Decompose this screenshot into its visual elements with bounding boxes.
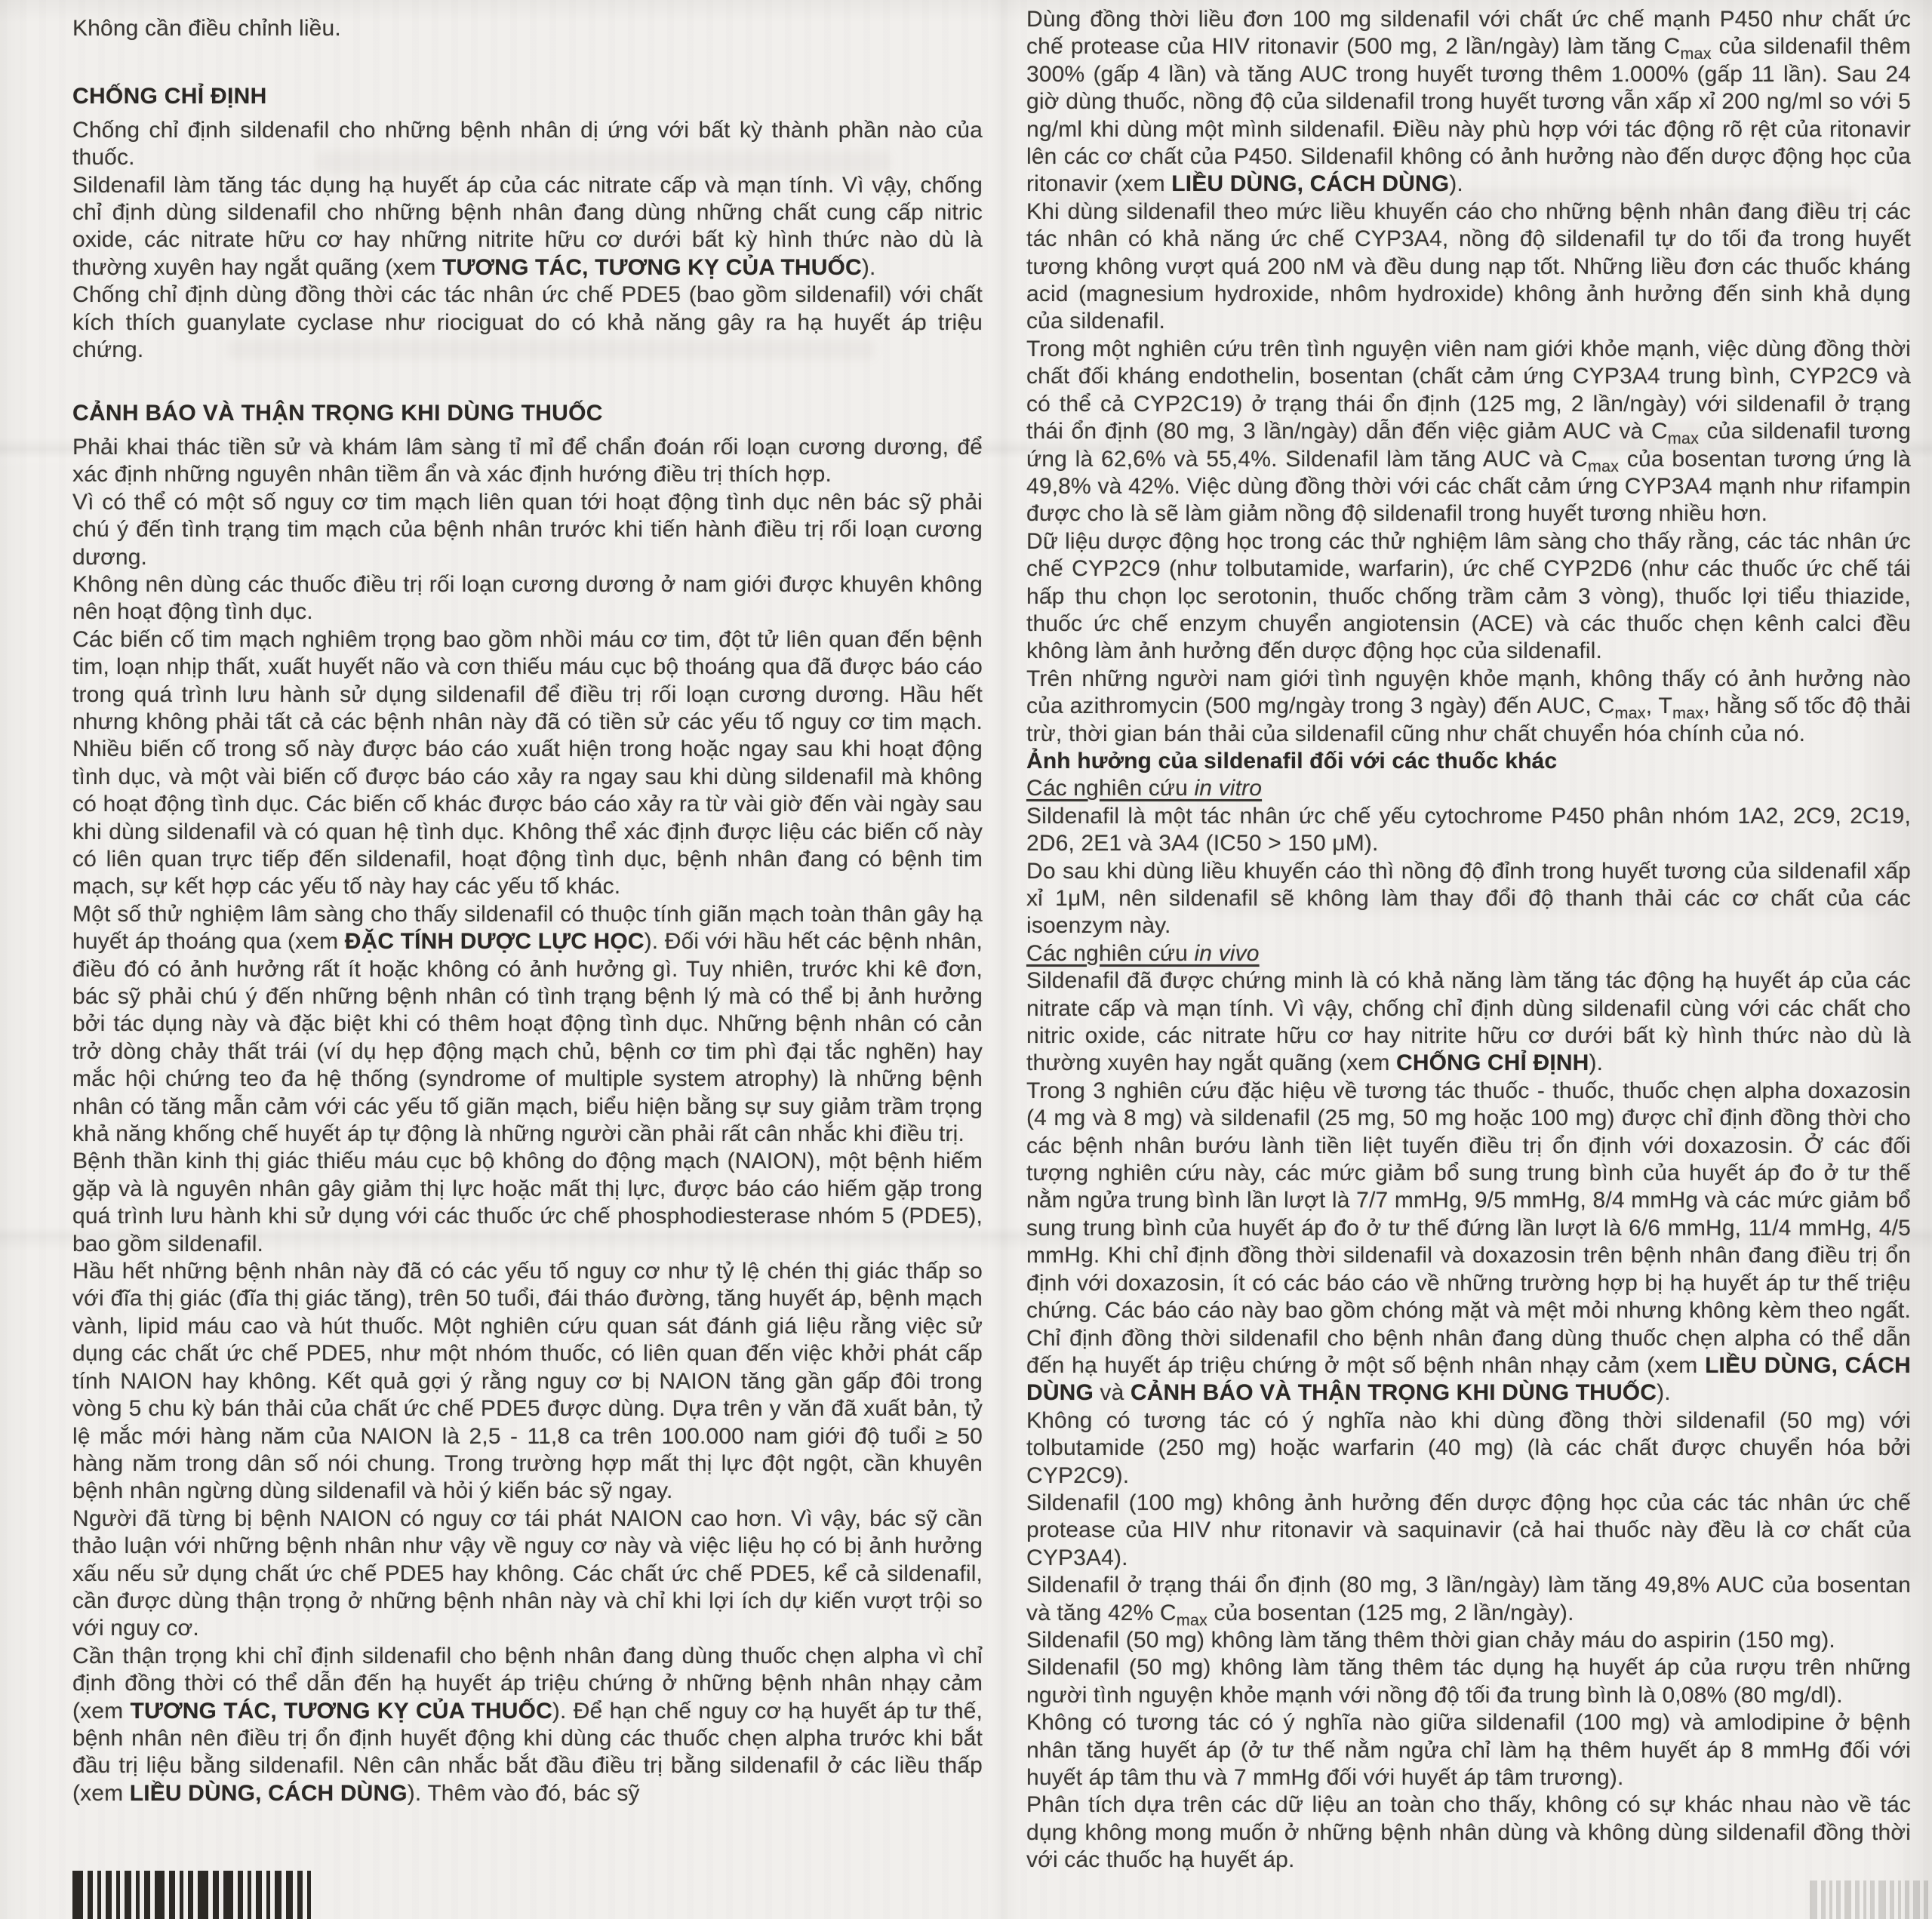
text-run: của bosentan tương ứng là 49,8% và 42%. Việc dùng đồng thời với các chất cảm ứng CYP3A4 mạnh như rifampin được cho là sẽ làm giảm nồng độ sildenafil trong huyết tương nhiều hơn. — [1026, 446, 1911, 527]
barcode-bar — [144, 1871, 150, 1919]
text-run: Chống chỉ định sildenafil cho những bệnh nhân dị ứng với bất kỳ thành phần nào của thuốc. — [72, 117, 983, 171]
paragraph — [72, 434, 983, 489]
text-run: Các biến cố tim mạch nghiêm trọng bao gồm nhồi máu cơ tim, đột tử liên quan đến bệnh tim, loạn nhịp thất, xuất huyết não và cơn thiếu máu cục bộ thoáng qua đã được báo cáo trong quá trình lưu hành sử dụng sildenafil để điều trị rối loạn cương dương. Hầu hết nhưng không phải tất cả các bệnh nhân này đã có tiền sử các yếu tố nguy cơ tim mạch. Nhiều biến cố trong số này được báo cáo xuất hiện trong hoặc ngay sau khi hoạt động tình dục, và một vài biến cố được báo cáo xảy ra ngay sau khi dùng sildenafil mà không có hoạt động tình dục. Các biến cố khác được báo cáo xảy ra từ vài giờ đến vài ngày sau khi dùng sildenafil và có quan hệ tình dục. Không thể xác định được liệu các biến cố này có liên quan trực tiếp đến sildenafil, hoạt động tình dục, bệnh nhân đang có bệnh tim mạch, sự kết hợp các yếu tố này hay các yếu tố khác. — [72, 626, 983, 900]
text-run: Trên những người nam giới tình nguyện khỏe mạnh, không thấy có ảnh hưởng nào của azithromycin (500 mg/ngày trong 3 ngày) đến AUC, C — [1026, 666, 1911, 719]
barcode-bar — [188, 1871, 193, 1919]
text-run: Bệnh thần kinh thị giác thiếu máu cục bộ không do động mạch (NAION), một bệnh hiếm gặp và là nguyên nhân gây giảm thị lực hoặc mất thị lực, được báo cáo hiếm gặp trong quá trình lưu hành khi sử dụng với các thuốc ức chế phosphodiesterase nhóm 5 (PDE5), bao gồm sildenafil. — [72, 1149, 983, 1256]
paragraph — [72, 15, 983, 42]
barcode-bar — [297, 1871, 303, 1919]
paragraph — [1026, 967, 1911, 1078]
text-run: Sildenafil là một tác nhân ức chế yếu cytochrome P450 phân nhóm 1A2, 2C9, 2C19, 2D6, 2E1 và 3A4 (IC50 > 150 μM). — [1026, 803, 1911, 856]
text-run: ). — [1449, 171, 1463, 197]
text-run: max — [1587, 456, 1620, 475]
barcode — [72, 1871, 315, 1919]
paragraph — [72, 1148, 983, 1258]
text-run: của bosentan (125 mg, 2 lần/ngày). — [1208, 1600, 1574, 1625]
paragraph — [1026, 803, 1911, 858]
text-run: LIỀU DÙNG, CÁCH DÙNG — [1171, 171, 1450, 197]
paragraph — [1026, 1791, 1911, 1874]
barcode-bar — [256, 1871, 262, 1919]
paragraph — [1026, 858, 1911, 940]
text-run: , T — [1645, 693, 1672, 719]
paragraph — [1026, 1078, 1911, 1407]
text-run: Các nghiên cứu — [1026, 776, 1195, 801]
text-run: Trong 3 nghiên cứu đặc hiệu về tương tác thuốc - thuốc, thuốc chẹn alpha doxazosin (4 mg và 8 mg) và sildenafil (25 mg, 50 mg hoặc 100 mg) được chỉ định đồng thời cho các bệnh nhân bướu lành tiền liệt tuyến điều trị ổn định với doxazosin. Ở các đối tượng nghiên cứu này, các mức giảm bổ sung trung bình của huyết áp đo ở tư thế nằm ngửa trung bình lần lượt là 7/7 mmHg, 9/5 mmHg, 8/4 mmHg và các mức giảm bổ sung trung bình của huyết áp đo ở tư thế đứng lần lượt là 6/6 mmHg, 11/4 mmHg, 4/5 mmHg. Khi chỉ định đồng thời sildenafil và doxazosin trên bệnh nhân đang điều trị ổn định với doxazosin, ít có các báo cáo về những trường hợp bị hạ huyết áp tư thế triệu chứng. Các báo cáo này bao gồm chóng mặt và mệt mỏi nhưng không kèm theo ngất. Chỉ định đồng thời sildenafil cho bệnh nhân đang dùng thuốc chẹn alpha có thể dẫn đến hạ huyết áp triệu chứng ở một số bệnh nhân nhạy cảm (xem — [1026, 1078, 1911, 1378]
text-run: ĐẶC TÍNH DƯỢC LỰC HỌC — [344, 929, 645, 955]
text-run: Sildenafil làm tăng tác dụng hạ huyết áp của các nitrate cấp và mạn tính. Vì vậy, chống chỉ định dùng sildenafil cho những bệnh nhân đang dùng những chất cung cấp nitric oxide, các nitrate hữu cơ hay những nitrite hữu cơ dưới bất kỳ hình thức nào dù là thường xuyên hay ngắt quãng (xem — [72, 172, 983, 280]
paragraph — [1026, 1709, 1911, 1791]
text-run: in vitro — [1194, 776, 1263, 801]
paragraph — [72, 901, 983, 1149]
barcode-bar — [125, 1871, 131, 1919]
barcode-bar — [155, 1871, 165, 1919]
barcode-showthrough — [1810, 1881, 1932, 1919]
text-run: Sildenafil ở trạng thái ổn định (80 mg, 3 lần/ngày) làm tăng 49,8% AUC của bosentan và tăng 42% C — [1026, 1573, 1911, 1625]
text-run: LIỀU DÙNG, CÁCH DÙNG — [1026, 1352, 1911, 1406]
barcode-bar — [88, 1871, 93, 1919]
paragraph — [72, 626, 983, 901]
text-run: TƯƠNG TÁC, TƯƠNG KỴ CỦA THUỐC — [130, 1698, 552, 1724]
text-run: Không có tương tác có ý nghĩa nào giữa sildenafil (100 mg) và amlodipine ở bệnh nhân tăng huyết áp (ở tư thế nằm ngửa chỉ làm hạ thêm huyết áp 8 mmHg đối với huyết áp tâm thu và 7 mmHg đối với huyết áp tâm trương). — [1026, 1710, 1911, 1790]
paragraph — [1026, 1654, 1911, 1709]
left-column — [72, 15, 983, 1807]
text-run: Dùng đồng thời liều đơn 100 mg sildenafil với chất ức chế mạnh P450 như chất ức chế protease của HIV ritonavir (500 mg, 2 lần/ngày) làm tăng C — [1026, 7, 1911, 60]
barcode-bar — [223, 1871, 233, 1919]
paragraph — [72, 1258, 983, 1505]
text-run: ). Đối với hầu hết các bệnh nhân, điều đó có ảnh hưởng rất ít hoặc không có ảnh hưởng gì. Tuy nhiên, trước khi kê đơn, bác sỹ phải chú ý đến những bệnh nhân có tình trạng bệnh lý mà có thể bị ảnh hưởng bởi tác dụng này và đặc biệt khi có thêm hoạt động tình dục. Những bệnh nhân có cản trở dòng chảy thất trái (ví dụ hẹp động mạch chủ, bệnh cơ tim phì đại tắc nghẽn) hay mắc hội chứng teo đa hệ thống (syndrome of multiple system atrophy) là những bệnh nhân có tăng mẫn cảm với các yếu tố giãn mạch, biểu hiện bằng sự suy giảm trầm trọng khả năng khống chế huyết áp tự động là những người cần phải rất cân nhắc khi điều trị. — [72, 929, 983, 1147]
paragraph — [72, 172, 983, 282]
text-run: Ảnh hưởng của sildenafil đối với các thuốc khác — [1026, 748, 1558, 773]
text-run: ). — [861, 254, 876, 280]
text-run: Phân tích dựa trên các dữ liệu an toàn cho thấy, không có sự khác nhau nào về tác dụng không mong muốn ở những bệnh nhân dùng và không dùng sildenafil đồng thời với các thuốc hạ huyết áp. — [1026, 1792, 1911, 1873]
barcode-bar — [1913, 1881, 1920, 1919]
text-run: Không có tương tác có ý nghĩa nào khi dùng đồng thời sildenafil (50 mg) với tolbutamide (250 mg) hoặc warfarin (40 mg) (là các chất được chuyển hóa bởi CYP2C9). — [1026, 1407, 1911, 1488]
text-run: Cần thận trọng khi chỉ định sildenafil cho bệnh nhân đang dùng thuốc chẹn alpha vì chỉ định đồng thời có thể dẫn đến hạ huyết áp triệu chứng ở những bệnh nhân nhạy cảm (xem — [72, 1643, 983, 1724]
text-run: Không cần điều chỉnh liều. — [72, 16, 341, 41]
paragraph — [1026, 198, 1911, 336]
study-subheading — [1026, 775, 1911, 802]
text-run: max — [1176, 1610, 1208, 1629]
text-run: max — [1672, 703, 1704, 723]
barcode-bar — [1844, 1881, 1851, 1919]
text-run: ). — [1589, 1050, 1604, 1076]
paragraph — [72, 281, 983, 364]
paragraph — [1026, 666, 1911, 748]
text-run: Do sau khi dùng liều khuyến cáo thì nồng độ đỉnh trong huyết tương của sildenafil xấp xỉ 1μM, nên sildenafil sẽ không làm thay đổi độ thanh thải các cơ chất của các isoenzym này. — [1026, 858, 1911, 939]
barcode-bar — [238, 1871, 243, 1919]
barcode-bar — [1810, 1881, 1817, 1919]
barcode-bar — [275, 1871, 281, 1919]
barcode-gap — [311, 1871, 315, 1919]
text-run: Khi dùng sildenafil theo mức liều khuyến cáo cho những bệnh nhân đang điều trị các tác nhân có khả năng ức chế CYP3A4, nồng độ sildenafil tự do tối đa trong huyết tương không vượt quá 200 nM và đều dung nạp tốt. Những liều đơn các thuốc kháng acid (magnesium hydroxide, nhôm hydroxide) không ảnh hưởng đến sinh khả dụng của sildenafil. — [1026, 198, 1911, 334]
text-run: Sildenafil đã được chứng minh là có khả năng làm tăng tác động hạ huyết áp của các nitrate cấp và mạn tính. Vì vậy, chống chỉ định dùng sildenafil cùng với các chất cho nitric oxide, các nitrate hữu cơ hay nitrite hữu cơ dưới bất kỳ hình thức nào dù là thường xuyên hay ngắt quãng (xem — [1026, 968, 1911, 1076]
paragraph — [72, 489, 983, 571]
text-run: Sildenafil (50 mg) không làm tăng thêm tác dụng hạ huyết áp của rượu trên những người tình nguyện khỏe mạnh với nồng độ tối đa trung bình là 0,08% (80 mg/dl). — [1026, 1655, 1911, 1708]
paragraph — [1026, 528, 1911, 666]
text-run: của sildenafil thêm 300% (gấp 4 lần) và tăng AUC trong huyết tương thêm 1.000% (gấp 11 lần). Sau 24 giờ dùng thuốc, nồng độ của sildenafil trong huyết tương vẫn xấp xỉ 200 ng/ml so với 5 ng/ml khi dùng một mình sildenafil. Điều này phù hợp với tác động rõ rệt của ritonavir lên các cơ chất của P450. Sildenafil không có ảnh hưởng nào đến dược động học của ritonavir (xem — [1026, 34, 1911, 197]
text-run: CẢNH BÁO VÀ THẬN TRỌNG KHI DÙNG THUỐC — [1130, 1380, 1657, 1406]
text-run: TƯƠNG TÁC, TƯƠNG KỴ CỦA THUỐC — [442, 254, 862, 280]
text-run: ). Để hạn chế nguy cơ hạ huyết áp tư thế, bệnh nhân nên điều trị ổn định huyết động khi dùng các thuốc chẹn alpha trước khi bắt đầu trị liệu bằng sildenafil. Nên cân nhắc bắt đầu điều trị bằng sildenafil ở các liều thấp (xem — [72, 1698, 983, 1806]
paragraph — [1026, 6, 1911, 198]
barcode-bar — [106, 1871, 112, 1919]
right-column — [1026, 6, 1911, 1874]
paragraph — [1026, 336, 1911, 528]
text-run: ). Thêm vào đó, bác sỹ — [407, 1780, 640, 1806]
text-run: Các nghiên cứu — [1026, 940, 1195, 966]
text-run: CHỐNG CHỈ ĐỊNH — [1396, 1050, 1589, 1076]
paragraph — [72, 1505, 983, 1643]
text-run: Người đã từng bị bệnh NAION có nguy cơ tái phát NAION cao hơn. Vì vậy, bác sỹ cần thảo luận với những bệnh nhân như vậy về nguy cơ này và việc liệu họ có bị ảnh hưởng xấu nếu sử dụng chất ức chế PDE5 hay không. Các chất ức chế PDE5, kể cả sildenafil, cần được dùng thận trọng ở những bệnh nhân này và chỉ khi lợi ích dự kiến vượt trội so với nguy cơ. — [72, 1505, 983, 1641]
text-run: max — [1680, 44, 1712, 63]
section-heading — [72, 83, 983, 110]
text-run: CHỐNG CHỈ ĐỊNH — [72, 84, 267, 109]
barcode-bar — [169, 1871, 175, 1919]
barcode-bar — [1878, 1881, 1886, 1919]
text-run: Phải khai thác tiền sử và khám lâm sàng tỉ mỉ để chẩn đoán rối loạn cương dương, để xác định những nguyên nhân tiềm ẩn và xác định hướng điều trị thích hợp. — [72, 434, 983, 487]
paragraph — [1026, 1627, 1911, 1654]
text-run: max — [1667, 429, 1700, 448]
text-run: Sildenafil (100 mg) không ảnh hưởng đến dược động học của các tác nhân ức chế protease của HIV như ritonavir và saquinavir (cả hai thuốc này đều là cơ chất của CYP3A4). — [1026, 1490, 1911, 1570]
text-run: Một số thử nghiệm lâm sàng cho thấy sildenafil có thuộc tính giãn mạch toàn thân gây hạ huyết áp thoáng qua (xem — [72, 901, 983, 955]
text-run: Hầu hết những bệnh nhân này đã có các yếu tố nguy cơ như tỷ lệ chén thị giác thấp so với đĩa thị giác (đĩa thị giác tăng), trên 50 tuổi, đái tháo đường, tăng huyết áp, bệnh mạch vành, lipid máu cao và hút thuốc. Một nghiên cứu quan sát đánh giá liệu rằng việc sử dụng các chất ức chế PDE5, như một nhóm thuốc, có liên quan đến việc khởi phát cấp tính NAION hay không. Kết quả gợi ý rằng nguy cơ bị NAION tăng gần gấp đôi trong vòng 5 chu kỳ bán thải của chất ức chế PDE5 được dùng. Dựa trên y văn đã xuất bản, tỷ lệ mắc mới hàng năm của NAION là 2,5 - 11,8 ca trên 100.000 nam giới độ tuổi ≥ 50 hàng năm trong dân số nói chung. Trong trường hợp mất thị lực đột ngột, cần khuyên bệnh nhân ngừng dùng sildenafil và hỏi ý kiến bác sỹ ngay. — [72, 1259, 983, 1504]
paragraph — [72, 571, 983, 626]
subsection-heading — [1026, 748, 1911, 775]
barcode-bar — [198, 1871, 208, 1919]
text-run: của sildenafil tương ứng là 62,6% và 55,4%. Sildenafil làm tăng AUC và C — [1026, 419, 1911, 472]
paragraph — [1026, 1490, 1911, 1572]
barcode-bar — [213, 1871, 219, 1919]
text-run: và — [1093, 1380, 1131, 1406]
paragraph — [72, 117, 983, 172]
text-run: Chống chỉ định dùng đồng thời các tác nhân ức chế PDE5 (bao gồm sildenafil) với chất kích thích guanylate cyclase như riociguat do có khả năng gây ra hạ huyết áp triệu chứng. — [72, 282, 983, 363]
paragraph — [72, 1643, 983, 1807]
text-run: CẢNH BÁO VÀ THẬN TRỌNG KHI DÙNG THUỐC — [72, 401, 603, 426]
text-run: Vì có thể có một số nguy cơ tim mạch liên quan tới hoạt động tình dục nên bác sỹ phải chú ý đến tình trạng tim mạch của bệnh nhân trước khi tiến hành điều trị rối loạn cương dương. — [72, 489, 983, 570]
text-run: Dữ liệu dược động học trong các thử nghiệm lâm sàng cho thấy rằng, các tác nhân ức chế CYP2C9 (như tolbutamide, warfarin), ức chế CYP2D6 (như các thuốc ức chế tái hấp thu chọn lọc serotonin, thuốc chống trầm cảm 3 vòng), thuốc lợi tiểu thiazide, thuốc ức chế enzym chuyển angiotensin (ACE) và các thuốc chẹn kênh calci đều không làm ảnh hưởng đến dược động học của sildenafil. — [1026, 528, 1911, 664]
paragraph — [1026, 1572, 1911, 1627]
study-subheading — [1026, 940, 1911, 967]
barcode-bar — [72, 1871, 83, 1919]
text-run: Sildenafil (50 mg) không làm tăng thêm thời gian chảy máu do aspirin (150 mg). — [1026, 1627, 1835, 1653]
text-run: ). — [1657, 1380, 1671, 1406]
section-heading — [72, 400, 983, 427]
barcode-bar — [286, 1871, 293, 1919]
text-run: Không nên dùng các thuốc điều trị rối loạn cương dương ở nam giới được khuyên không nên hoạt động tình dục. — [72, 571, 983, 625]
text-run: max — [1614, 703, 1646, 723]
text-run: LIỀU DÙNG, CÁCH DÙNG — [129, 1780, 408, 1806]
paragraph — [1026, 1407, 1911, 1490]
text-run: Trong một nghiên cứu trên tình nguyện viên nam giới khỏe mạnh, việc dùng đồng thời chất đối kháng endothelin, bosentan (chất cảm ứng CYP3A4 trung bình, CYP2C9 và có thể cả CYP2C19) ở trạng thái ổn định (125 mg, 2 lần/ngày) với sildenafil ở trạng thái ổn định (80 mg, 3 lần/ngày) dẫn đến việc giảm AUC và C — [1026, 336, 1911, 444]
text-run: in vivo — [1194, 940, 1260, 966]
text-run: , hằng số tốc độ thải trừ, thời gian bán thải của sildenafil cũng như chất chuyển hóa chính của nó. — [1026, 693, 1912, 746]
